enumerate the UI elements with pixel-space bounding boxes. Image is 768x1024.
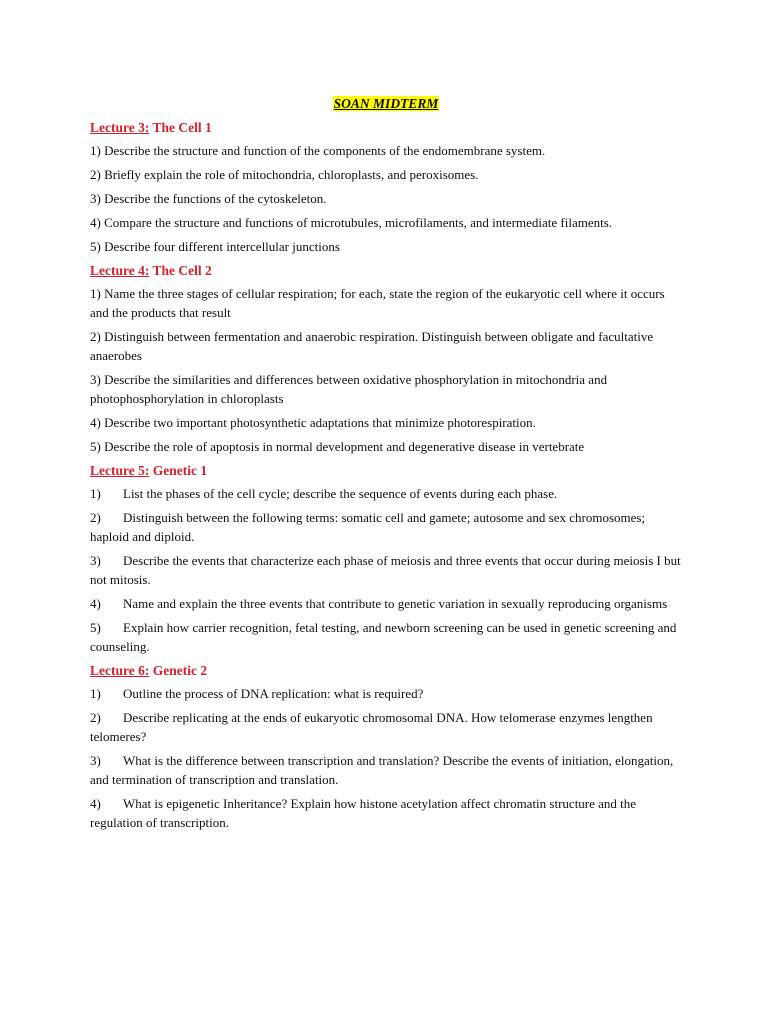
question-number: 4): [90, 596, 101, 611]
question: 3) Describe the functions of the cytoskeleton.: [90, 191, 327, 206]
title-wrap: [90, 94, 682, 113]
question-number: 4): [90, 796, 101, 811]
lecture-number: Lecture 6:: [90, 663, 150, 678]
question-number: 1): [90, 486, 101, 501]
question: [90, 594, 682, 613]
question-text: List the phases of the cell cycle; describe the sequence of events during each phase.: [123, 486, 558, 501]
lecture-topic: Genetic 2: [152, 663, 208, 678]
lecture-topic: Genetic 1: [152, 463, 208, 478]
question: 4) Compare the structure and functions of microtubules, microfilaments, and intermediate filaments.: [90, 215, 613, 230]
question: [90, 684, 682, 703]
question-number: 1): [90, 686, 101, 701]
question-text: Explain how carrier recognition, fetal testing, and newborn screening can be used in genetic screening and counseling.: [90, 620, 677, 654]
lecture-heading: [90, 118, 682, 137]
document-title: SOAN MIDTERM: [333, 96, 439, 111]
question-text: Outline the process of DNA replication: what is required?: [123, 686, 424, 701]
lecture-number: Lecture 5:: [90, 463, 150, 478]
question: [90, 551, 682, 589]
lecture-number: Lecture 3:: [90, 120, 150, 135]
question: 5) Describe the role of apoptosis in normal development and degenerative disease in vertebrate: [90, 439, 585, 454]
lecture-number: Lecture 4:: [90, 263, 150, 278]
question: [90, 708, 682, 746]
question: [90, 618, 682, 656]
question: 1) Name the three stages of cellular respiration; for each, state the region of the eukaryotic cell where it occurs and the products that result: [90, 286, 665, 320]
question: 3) Describe the similarities and differences between oxidative phosphorylation in mitochondria and photophosphorylation in chloroplasts: [90, 372, 608, 406]
lecture-heading: [90, 261, 682, 280]
question-text: What is the difference between transcription and translation? Describe the events of initiation, elongation, and termination of transcription and translation.: [90, 753, 674, 787]
lecture-topic: The Cell 1: [152, 120, 212, 135]
question: 5) Describe four different intercellular junctions: [90, 239, 340, 254]
question-number: 2): [90, 510, 101, 525]
question: 4) Describe two important photosynthetic adaptations that minimize photorespiration.: [90, 415, 536, 430]
lecture-heading: [90, 661, 682, 680]
question-number: 3): [90, 753, 101, 768]
question-number: 3): [90, 553, 101, 568]
lecture-topic: The Cell 2: [152, 263, 212, 278]
question: 2) Briefly explain the role of mitochondria, chloroplasts, and peroxisomes.: [90, 167, 479, 182]
question-text: Describe the events that characterize each phase of meiosis and three events that occur during meiosis I but not mitosis.: [90, 553, 681, 587]
question: 2) Distinguish between fermentation and anaerobic respiration. Distinguish between obligate and facultative anaerobes: [90, 329, 654, 363]
question-text: Distinguish between the following terms: somatic cell and gamete; autosome and sex chromosomes; haploid and diploid.: [90, 510, 646, 544]
question-text: Describe replicating at the ends of eukaryotic chromosomal DNA. How telomerase enzymes lengthen telomeres?: [90, 710, 653, 744]
question: [90, 484, 682, 503]
question-number: 5): [90, 620, 101, 635]
question-number: 2): [90, 710, 101, 725]
lecture-heading: [90, 461, 682, 480]
question: [90, 751, 682, 789]
question-text: What is epigenetic Inheritance? Explain how histone acetylation affect chromatin structure and the regulation of transcription.: [90, 796, 637, 830]
question: [90, 794, 682, 832]
question: 1) Describe the structure and function of the components of the endomembrane system.: [90, 143, 546, 158]
question-text: Name and explain the three events that contribute to genetic variation in sexually reproducing organisms: [123, 596, 668, 611]
question: [90, 508, 682, 546]
